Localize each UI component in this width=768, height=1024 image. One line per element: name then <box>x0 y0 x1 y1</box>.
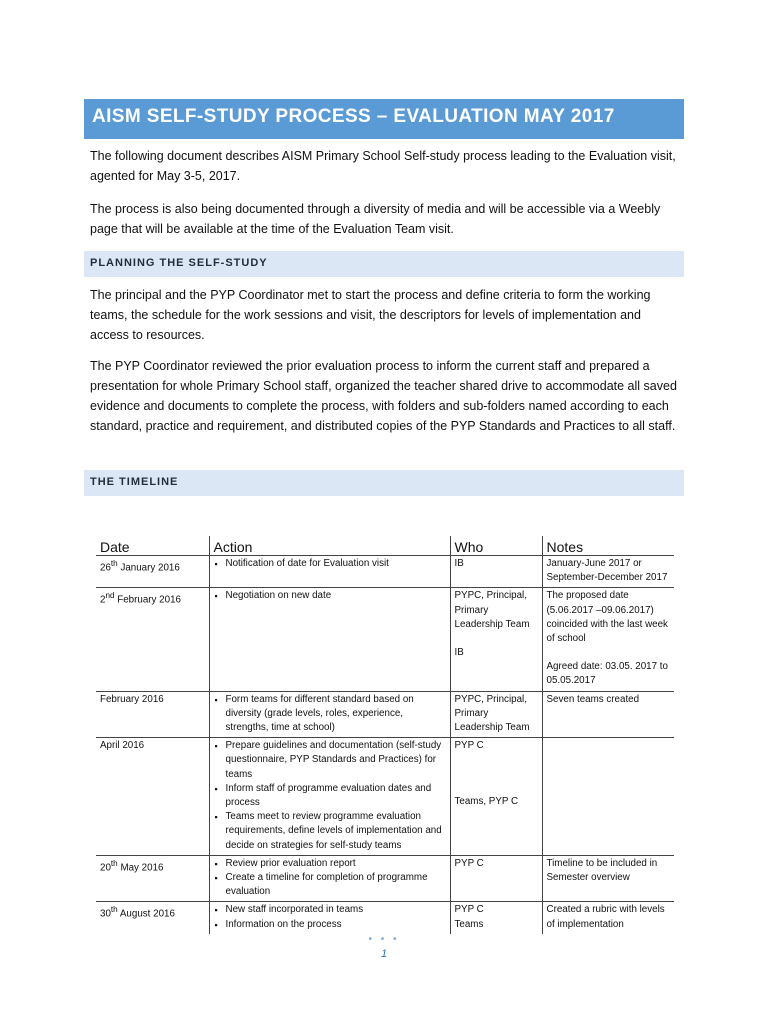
notes-cell <box>542 556 674 588</box>
date-day: April 2016 <box>100 740 145 752</box>
action-item: ▪ Review prior evaluation report <box>214 857 446 871</box>
column-header-notes: Notes <box>542 536 674 556</box>
note-entry: January-June 2017 or September-December 2017 <box>546 558 668 584</box>
who-cell <box>450 738 542 856</box>
table-row <box>96 902 674 934</box>
note-entry: Seven teams created <box>546 693 640 705</box>
notes-cell <box>542 588 674 691</box>
who-entry: PYPC, Principal, Primary Leadership Team <box>454 693 530 734</box>
action-item: ▪ Form teams for different standard based on diversity (grade levels, roles, experience, strengths, time at school) <box>214 693 446 736</box>
planning-paragraph-1: The principal and the PYP Coordinator met to start the process and define criteria to form the working teams, the schedule for the work sessions and visit, the descriptors for levels of implementation and access to resources. <box>90 288 651 342</box>
column-header-date: Date <box>96 536 209 556</box>
note-entry: Agreed date: 03.05. 2017 to 05.05.2017 <box>546 661 668 687</box>
action-item: ▪ Teams meet to review programme evaluation requirements, define levels of implementation and decide on strategies for self-study teams <box>214 810 446 853</box>
action-item: ▪ Prepare guidelines and documentation (self-study questionnaire, PYP Standards and Practices) for teams <box>214 739 446 782</box>
date-rest: May 2016 <box>117 862 164 874</box>
action-item: ▪ New staff incorporated in teams <box>214 903 446 917</box>
action-cell <box>209 738 450 856</box>
action-item: ▪ Notification of date for Evaluation visit <box>214 557 446 571</box>
action-cell <box>209 588 450 691</box>
action-item: ▪ Create a timeline for completion of programme evaluation <box>214 871 446 899</box>
date-day: 2 <box>100 594 106 606</box>
who-cell <box>450 588 542 691</box>
date-suffix: nd <box>105 591 115 601</box>
who-entry: PYP C <box>454 740 484 752</box>
who-cell <box>450 556 542 588</box>
action-cell <box>209 556 450 588</box>
timeline-table <box>96 536 674 934</box>
who-entry: Teams, PYP C <box>454 796 519 808</box>
who-entry: IB <box>454 647 464 659</box>
who-cell <box>450 902 542 934</box>
intro-paragraph-2: The process is also being documented through a diversity of media and will be accessible via a Weebly page that will be available at the time of the Evaluation Team visit. <box>90 202 661 236</box>
date-cell <box>96 556 209 588</box>
date-rest: January 2016 <box>117 562 180 574</box>
action-cell <box>209 855 450 902</box>
table-row <box>96 588 674 691</box>
page-dots: • • • <box>368 934 400 945</box>
date-day: February 2016 <box>100 693 164 705</box>
who-cell <box>450 855 542 902</box>
notes-cell <box>542 691 674 738</box>
column-header-action: Action <box>209 536 450 556</box>
date-suffix: th <box>110 559 118 568</box>
action-item: ▪ Inform staff of programme evaluation dates and process <box>214 782 446 810</box>
table-row <box>96 691 674 738</box>
action-cell <box>209 691 450 738</box>
action-item: ▪ Negotiation on new date <box>214 589 446 603</box>
date-day: 26 <box>100 562 111 574</box>
date-cell <box>96 588 209 691</box>
page-number: 1 <box>380 948 388 960</box>
table-header-row <box>96 536 674 556</box>
who-cell <box>450 691 542 738</box>
planning-paragraph-2: The PYP Coordinator reviewed the prior evaluation process to inform the current staff and prepared a presentation for whole Primary School staff, organized the teacher shared drive to accommodate all saved evidence and documents to complete the process, with folders and sub-folders named according to each standard, practice and requirement, and distributed copies of the PYP Standards and Practices to all staff. <box>90 359 677 433</box>
date-day: 30 <box>100 908 111 920</box>
notes-cell <box>542 738 674 856</box>
who-entry: PYP C <box>454 857 484 869</box>
date-rest: February 2016 <box>114 594 181 606</box>
note-entry: Created a rubric with levels of implementation <box>546 904 665 930</box>
intro-paragraph-1: The following document describes AISM Primary School Self-study process leading to the Evaluation visit, agented for May 3-5, 2017. <box>90 149 676 183</box>
column-header-who: Who <box>450 536 542 556</box>
date-cell <box>96 902 209 934</box>
who-entry: Teams <box>454 918 484 930</box>
date-day: 20 <box>100 862 111 874</box>
table-row <box>96 738 674 856</box>
note-entry: Timeline to be included in Semester overview <box>546 857 658 884</box>
who-entry: IB <box>454 558 464 569</box>
action-cell <box>209 902 450 934</box>
date-suffix: th <box>110 905 118 915</box>
notes-cell <box>542 902 674 934</box>
who-entry: PYPC, Principal, Primary Leadership Team <box>454 590 530 630</box>
note-entry: The proposed date (5.06.2017 –09.06.2017) coincided with the last week of school <box>546 590 668 645</box>
date-rest: August 2016 <box>117 908 175 920</box>
section-heading-planning: PLANNING THE SELF-STUDY <box>84 251 684 277</box>
document-title: AISM SELF-STUDY PROCESS – EVALUATION MAY 2017 <box>84 99 684 139</box>
section-heading-timeline: THE TIMELINE <box>84 470 684 496</box>
table-row <box>96 556 674 588</box>
date-cell <box>96 855 209 902</box>
date-suffix: th <box>110 858 118 868</box>
table-row <box>96 855 674 902</box>
date-cell <box>96 738 209 856</box>
date-cell <box>96 691 209 738</box>
action-item: ▪ Information on the process <box>214 918 446 932</box>
notes-cell <box>542 855 674 902</box>
who-entry: PYP C <box>454 904 484 916</box>
